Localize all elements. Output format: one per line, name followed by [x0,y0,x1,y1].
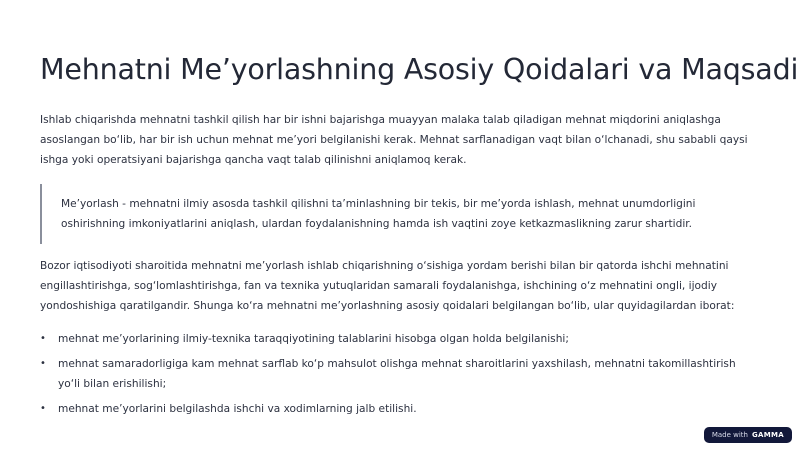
list-item [40,399,760,419]
list-item-text: mehnat samaradorligiga kam mehnat sarflab ko‘p mahsulot olishga mehnat sharoitlarini yaxshilash, mehnatni takomillashtirish yo‘li bilan erishilishi; [58,358,736,390]
bullet-icon: • [40,358,46,369]
list-item-text: mehnat me’yorlarini belgilashda ishchi va xodimlarning jalb etilishi. [58,403,417,415]
list-item-text: mehnat me’yorlarining ilmiy-texnika taraqqiyotining talablarini hisobga olgan holda belgilanishi; [58,333,569,345]
bullet-icon: • [40,333,46,344]
list-item [40,329,760,349]
body-paragraph: Bozor iqtisodiyoti sharoitida mehnatni me’yorlash ishlab chiqarishning o‘sishiga yordam berishi bilan bir qatorda ishchi mehnatini engillashtirishga, sog‘lomlashtirishga, fan va texnika yutuqlaridan samarali foydalanishga, ishchining o‘z mehnatini ongli, ijodiy yondoshishiga qaratilgandir. Shunga ko‘ra mehnatni me’yorlashning asosiy qoidalari belgilangan bo‘lib, ular quyidagilardan iborat: [40,260,735,312]
gamma-logo: GAMMA [751,431,784,439]
definition-text: Me’yorlash - mehnatni ilmiy asosda tashkil qilishni ta’minlashning bir tekis, bir me’yorda ishlash, mehnat unumdorligini oshirishning imkoniyatlarini aniqlash, ulardan foydalanishning hamda ish vaqtini zoye ketkazmaslikning zarur shartidir. [61,198,696,230]
list-item [40,354,760,394]
definition-blockquote [40,184,760,244]
bullet-icon: • [40,403,46,414]
badge-prefix: Made with [711,431,748,439]
intro-paragraph: Ishlab chiqarishda mehnatni tashkil qilish har bir ishni bajarishga muayyan malaka talab qiladigan mehnat miqdorini aniqlashga asoslangan bo‘lib, har bir ish uchun mehnat me’yori belgilanishi kerak. Mehnat sarflanadigan vaqt bilan o‘lchanadi, shu sababli qaysi ishga yoki operatsiyani bajarishga qancha vaqt talab qilinishni aniqlamoq kerak. [40,114,748,166]
rules-list [40,329,760,419]
slide-title: Mehnatni Me’yorlashning Asosiy Qoidalari va Maqsadi [40,53,799,86]
made-with-gamma-badge[interactable] [704,427,792,443]
